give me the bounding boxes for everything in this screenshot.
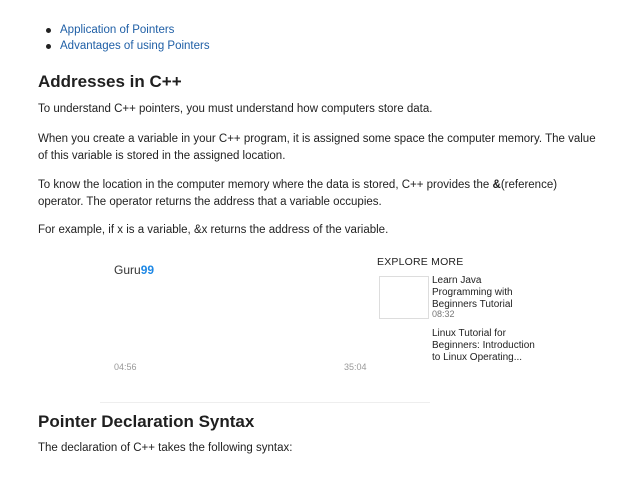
explore-video-duration: 08:32 [432, 309, 455, 319]
section-heading-pointer-declaration: Pointer Declaration Syntax [38, 412, 255, 431]
video-total-time: 35:04 [344, 362, 367, 372]
paragraph-declaration: The declaration of C++ takes the following syntax: [38, 442, 293, 454]
video-current-time: 04:56 [114, 362, 137, 372]
section-heading-addresses: Addresses in C++ [38, 72, 182, 91]
paragraph-reference-text-b: (reference) operator. The operator returns the address that a variable occupies. [38, 179, 558, 208]
paragraph-reference-text-a: To know the location in the computer memory where the data is stored, C++ provides the [38, 179, 493, 191]
explore-video-title-java[interactable]: Learn Java Programming with Beginners Tutorial [432, 275, 513, 310]
paragraph-reference [38, 177, 598, 211]
ampersand-operator: & [492, 179, 501, 191]
video-divider [100, 402, 430, 403]
toc-link-application[interactable]: Application of Pointers [60, 22, 210, 38]
table-of-contents [38, 22, 210, 54]
explore-more-label: EXPLORE MORE [377, 256, 464, 268]
guru99-logo: Guru99 [114, 263, 155, 277]
paragraph-intro: To understand C++ pointers, you must understand how computers store data. [38, 103, 433, 115]
paragraph-variable: When you create a variable in your C++ program, it is assigned some space the computer memory. The value of this variable is stored in the assigned location. [38, 133, 596, 162]
video-thumbnail[interactable] [379, 276, 429, 319]
toc-link-advantages[interactable]: Advantages of using Pointers [60, 40, 210, 52]
explore-video-title-linux[interactable]: Linux Tutorial for Beginners: Introduction to Linux Operating... [432, 328, 535, 363]
paragraph-example: For example, if x is a variable, &x returns the address of the variable. [38, 224, 389, 236]
